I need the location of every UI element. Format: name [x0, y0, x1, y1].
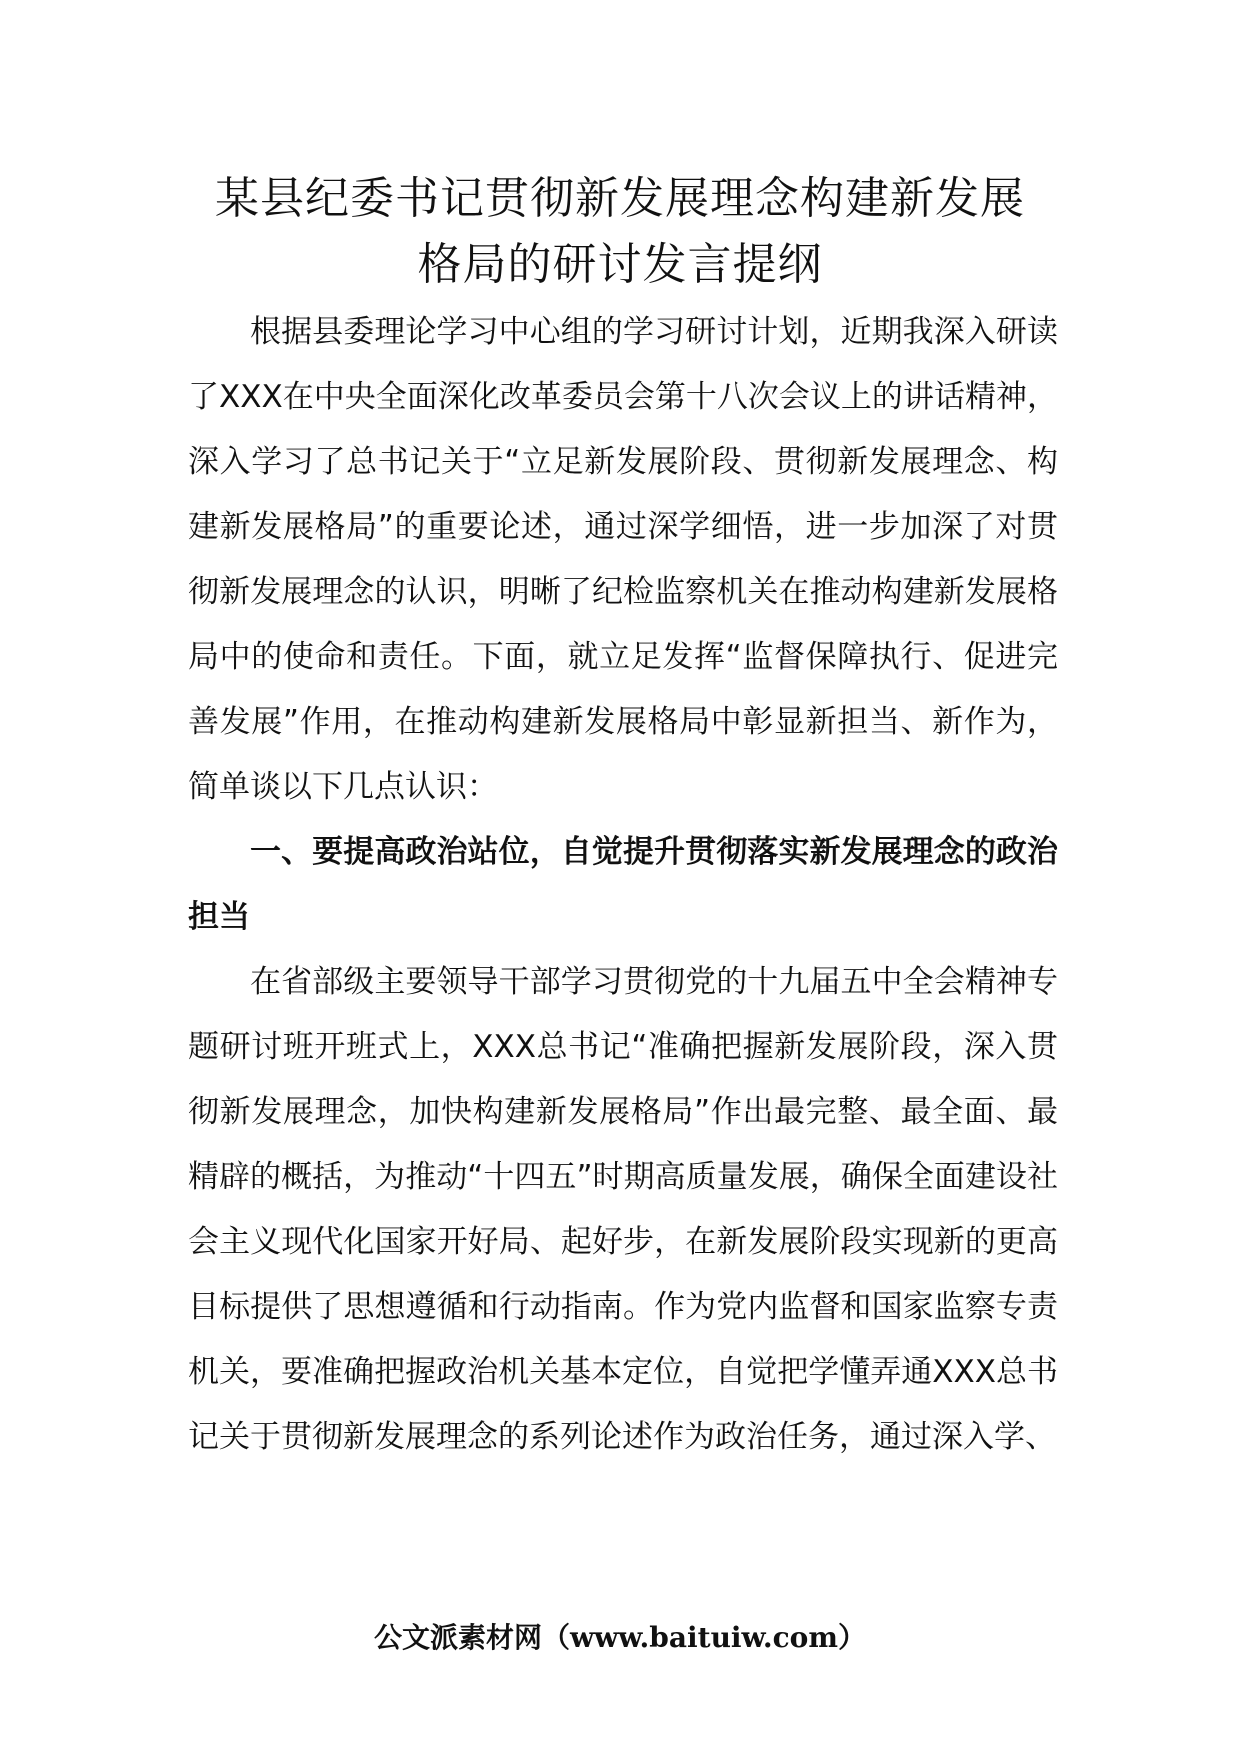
title-line-2: 格局的研讨发言提纲: [417, 239, 823, 290]
document-title: [150, 166, 1090, 298]
title-line-1: 某县纪委书记贯彻新发展理念构建新发展: [215, 173, 1025, 224]
body-paragraph: 在省部级主要领导干部学习贯彻党的十九届五中全会精神专题研讨班开班式上，XXX总书记“准确把握新发展阶段，深入贯彻新发展理念，加快构建新发展格局”作出最完整、最全面、最精辟的概括，为推动“十四五”时期高质量发展，确保全面建设社会主义现代化国家开好局、起好步，在新发展阶段实现新的更高目标提供了思想遵循和行动指南。作为党内监督和国家监察专责机关，要准确把握政治机关基本定位，自觉把学懂弄通XXX总书记关于贯彻新发展理念的系列论述作为政治任务，通过深入学、: [188, 964, 1058, 1455]
page-footer: 公文派素材网（www.baituiw.com）: [374, 1621, 866, 1654]
section-heading-1: 一、要提高政治站位，自觉提升贯彻落实新发展理念的政治担当: [188, 834, 1058, 935]
intro-paragraph: 根据县委理论学习中心组的学习研讨计划，近期我深入研读了XXX在中央全面深化改革委员会第十八次会议上的讲话精神，深入学习了总书记关于“立足新发展阶段、贯彻新发展理念、构建新发展格局”的重要论述，通过深学细悟，进一步加深了对贯彻新发展理念的认识，明晰了纪检监察机关在推动构建新发展格局中的使命和责任。下面，就立足发挥“监督保障执行、促进完善发展”作用，在推动构建新发展格局中彰显新担当、新作为，简单谈以下几点认识：: [188, 314, 1058, 805]
document-body: [188, 300, 1058, 1470]
